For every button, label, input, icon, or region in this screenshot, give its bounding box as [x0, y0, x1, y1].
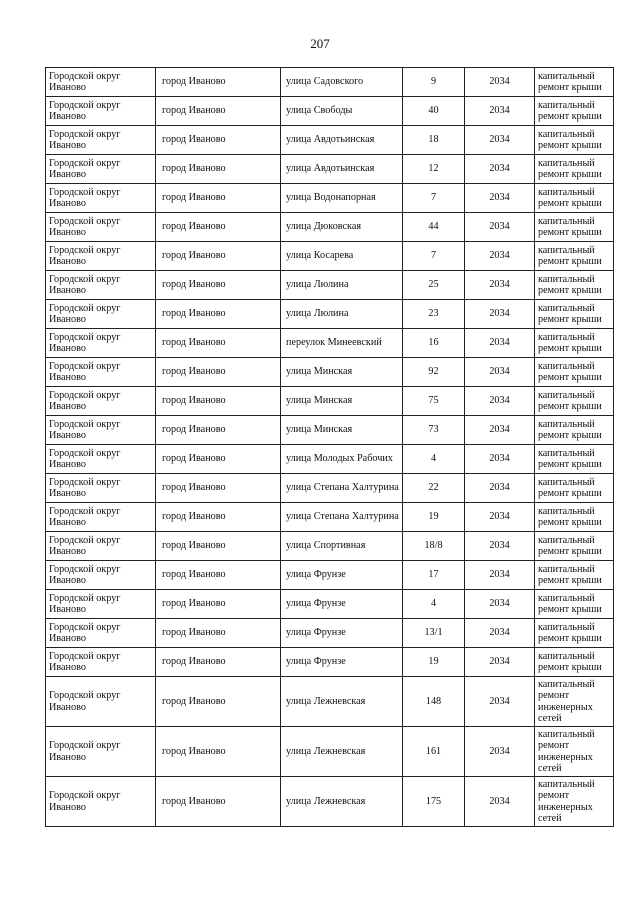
city-cell: город Иваново: [156, 300, 281, 329]
city-cell: город Иваново: [156, 155, 281, 184]
work-type-cell: капитальный ремонт крыши: [535, 358, 614, 387]
house-number-cell: 40: [403, 97, 465, 126]
work-type-cell: капитальный ремонт крыши: [535, 474, 614, 503]
city-cell: город Иваново: [156, 677, 281, 727]
year-cell: 2034: [465, 155, 535, 184]
district-cell: Городской округ Иваново: [46, 68, 156, 97]
house-number-cell: 13/1: [403, 619, 465, 648]
district-cell: Городской округ Иваново: [46, 590, 156, 619]
city-cell: город Иваново: [156, 242, 281, 271]
district-cell: Городской округ Иваново: [46, 97, 156, 126]
table-row: [46, 445, 614, 474]
district-cell: Городской округ Иваново: [46, 532, 156, 561]
work-type-cell: капитальный ремонт крыши: [535, 619, 614, 648]
work-type-cell: капитальный ремонт крыши: [535, 445, 614, 474]
street-cell: улица Минская: [281, 358, 403, 387]
year-cell: 2034: [465, 532, 535, 561]
table-row: [46, 184, 614, 213]
table-row: [46, 387, 614, 416]
city-cell: город Иваново: [156, 532, 281, 561]
street-cell: улица Степана Халтурина: [281, 474, 403, 503]
year-cell: 2034: [465, 184, 535, 213]
street-cell: улица Дюковская: [281, 213, 403, 242]
table-row: [46, 213, 614, 242]
district-cell: Городской округ Иваново: [46, 648, 156, 677]
table-row: [46, 271, 614, 300]
table-row: [46, 590, 614, 619]
street-cell: улица Лежневская: [281, 777, 403, 827]
street-cell: улица Авдотьинская: [281, 126, 403, 155]
work-type-cell: капитальный ремонт крыши: [535, 184, 614, 213]
table-row: [46, 242, 614, 271]
house-number-cell: 17: [403, 561, 465, 590]
house-number-cell: 7: [403, 242, 465, 271]
city-cell: город Иваново: [156, 561, 281, 590]
city-cell: город Иваново: [156, 503, 281, 532]
work-type-cell: капитальный ремонт крыши: [535, 648, 614, 677]
street-cell: улица Степана Халтурина: [281, 503, 403, 532]
street-cell: улица Лежневская: [281, 677, 403, 727]
year-cell: 2034: [465, 416, 535, 445]
street-cell: улица Люлина: [281, 300, 403, 329]
table-row: [46, 677, 614, 727]
house-number-cell: 4: [403, 590, 465, 619]
district-cell: Городской округ Иваново: [46, 126, 156, 155]
work-type-cell: капитальный ремонт крыши: [535, 561, 614, 590]
street-cell: улица Свободы: [281, 97, 403, 126]
house-number-cell: 73: [403, 416, 465, 445]
street-cell: улица Минская: [281, 387, 403, 416]
city-cell: город Иваново: [156, 68, 281, 97]
district-cell: Городской округ Иваново: [46, 727, 156, 777]
work-type-cell: капитальный ремонт крыши: [535, 97, 614, 126]
street-cell: улица Авдотьинская: [281, 155, 403, 184]
house-number-cell: 19: [403, 648, 465, 677]
district-cell: Городской округ Иваново: [46, 155, 156, 184]
house-number-cell: 175: [403, 777, 465, 827]
house-number-cell: 22: [403, 474, 465, 503]
street-cell: улица Молодых Рабочих: [281, 445, 403, 474]
district-cell: Городской округ Иваново: [46, 358, 156, 387]
city-cell: город Иваново: [156, 387, 281, 416]
city-cell: город Иваново: [156, 619, 281, 648]
district-cell: Городской округ Иваново: [46, 387, 156, 416]
year-cell: 2034: [465, 300, 535, 329]
year-cell: 2034: [465, 648, 535, 677]
city-cell: город Иваново: [156, 648, 281, 677]
city-cell: город Иваново: [156, 590, 281, 619]
district-cell: Городской округ Иваново: [46, 503, 156, 532]
work-type-cell: капитальный ремонт крыши: [535, 329, 614, 358]
house-number-cell: 16: [403, 329, 465, 358]
year-cell: 2034: [465, 242, 535, 271]
table-body: [46, 68, 614, 827]
city-cell: город Иваново: [156, 184, 281, 213]
table-row: [46, 97, 614, 126]
house-number-cell: 7: [403, 184, 465, 213]
district-cell: Городской округ Иваново: [46, 677, 156, 727]
year-cell: 2034: [465, 590, 535, 619]
table-row: [46, 561, 614, 590]
street-cell: улица Фрунзе: [281, 561, 403, 590]
city-cell: город Иваново: [156, 358, 281, 387]
city-cell: город Иваново: [156, 416, 281, 445]
house-number-cell: 161: [403, 727, 465, 777]
repair-schedule-table: [45, 67, 614, 827]
street-cell: улица Фрунзе: [281, 619, 403, 648]
year-cell: 2034: [465, 474, 535, 503]
house-number-cell: 148: [403, 677, 465, 727]
year-cell: 2034: [465, 213, 535, 242]
house-number-cell: 23: [403, 300, 465, 329]
year-cell: 2034: [465, 387, 535, 416]
year-cell: 2034: [465, 329, 535, 358]
table-row: [46, 155, 614, 184]
street-cell: улица Спортивная: [281, 532, 403, 561]
table-row: [46, 300, 614, 329]
district-cell: Городской округ Иваново: [46, 416, 156, 445]
street-cell: улица Фрунзе: [281, 590, 403, 619]
house-number-cell: 12: [403, 155, 465, 184]
house-number-cell: 9: [403, 68, 465, 97]
district-cell: Городской округ Иваново: [46, 474, 156, 503]
page-number: 207: [310, 36, 330, 51]
work-type-cell: капитальный ремонт крыши: [535, 126, 614, 155]
table-row: [46, 474, 614, 503]
city-cell: город Иваново: [156, 445, 281, 474]
district-cell: Городской округ Иваново: [46, 213, 156, 242]
year-cell: 2034: [465, 126, 535, 155]
city-cell: город Иваново: [156, 329, 281, 358]
city-cell: город Иваново: [156, 727, 281, 777]
street-cell: переулок Минеевский: [281, 329, 403, 358]
work-type-cell: капитальный ремонт крыши: [535, 590, 614, 619]
street-cell: улица Водонапорная: [281, 184, 403, 213]
work-type-cell: капитальный ремонт крыши: [535, 213, 614, 242]
year-cell: 2034: [465, 561, 535, 590]
work-type-cell: капитальный ремонт крыши: [535, 68, 614, 97]
work-type-cell: капитальный ремонт крыши: [535, 416, 614, 445]
work-type-cell: капитальный ремонт крыши: [535, 532, 614, 561]
city-cell: город Иваново: [156, 97, 281, 126]
year-cell: 2034: [465, 619, 535, 648]
street-cell: улица Фрунзе: [281, 648, 403, 677]
work-type-cell: капитальный ремонт инженерных сетей: [535, 677, 614, 727]
work-type-cell: капитальный ремонт инженерных сетей: [535, 727, 614, 777]
work-type-cell: капитальный ремонт инженерных сетей: [535, 777, 614, 827]
house-number-cell: 18: [403, 126, 465, 155]
work-type-cell: капитальный ремонт крыши: [535, 300, 614, 329]
house-number-cell: 92: [403, 358, 465, 387]
district-cell: Городской округ Иваново: [46, 619, 156, 648]
year-cell: 2034: [465, 68, 535, 97]
house-number-cell: 4: [403, 445, 465, 474]
house-number-cell: 18/8: [403, 532, 465, 561]
table-row: [46, 68, 614, 97]
work-type-cell: капитальный ремонт крыши: [535, 503, 614, 532]
year-cell: 2034: [465, 271, 535, 300]
house-number-cell: 19: [403, 503, 465, 532]
city-cell: город Иваново: [156, 271, 281, 300]
year-cell: 2034: [465, 445, 535, 474]
house-number-cell: 25: [403, 271, 465, 300]
table-row: [46, 777, 614, 827]
street-cell: улица Лежневская: [281, 727, 403, 777]
house-number-cell: 44: [403, 213, 465, 242]
work-type-cell: капитальный ремонт крыши: [535, 242, 614, 271]
year-cell: 2034: [465, 358, 535, 387]
work-type-cell: капитальный ремонт крыши: [535, 271, 614, 300]
table-row: [46, 126, 614, 155]
district-cell: Городской округ Иваново: [46, 271, 156, 300]
table-row: [46, 358, 614, 387]
district-cell: Городской округ Иваново: [46, 242, 156, 271]
work-type-cell: капитальный ремонт крыши: [535, 387, 614, 416]
table-row: [46, 532, 614, 561]
city-cell: город Иваново: [156, 474, 281, 503]
year-cell: 2034: [465, 727, 535, 777]
year-cell: 2034: [465, 503, 535, 532]
table-row: [46, 648, 614, 677]
table-row: [46, 727, 614, 777]
house-number-cell: 75: [403, 387, 465, 416]
year-cell: 2034: [465, 97, 535, 126]
table-row: [46, 416, 614, 445]
district-cell: Городской округ Иваново: [46, 329, 156, 358]
table-row: [46, 619, 614, 648]
year-cell: 2034: [465, 777, 535, 827]
district-cell: Городской округ Иваново: [46, 777, 156, 827]
city-cell: город Иваново: [156, 777, 281, 827]
year-cell: 2034: [465, 677, 535, 727]
street-cell: улица Косарева: [281, 242, 403, 271]
table-row: [46, 329, 614, 358]
city-cell: город Иваново: [156, 126, 281, 155]
city-cell: город Иваново: [156, 213, 281, 242]
work-type-cell: капитальный ремонт крыши: [535, 155, 614, 184]
table-row: [46, 503, 614, 532]
street-cell: улица Минская: [281, 416, 403, 445]
street-cell: улица Садовского: [281, 68, 403, 97]
district-cell: Городской округ Иваново: [46, 300, 156, 329]
district-cell: Городской округ Иваново: [46, 445, 156, 474]
district-cell: Городской округ Иваново: [46, 184, 156, 213]
district-cell: Городской округ Иваново: [46, 561, 156, 590]
street-cell: улица Люлина: [281, 271, 403, 300]
